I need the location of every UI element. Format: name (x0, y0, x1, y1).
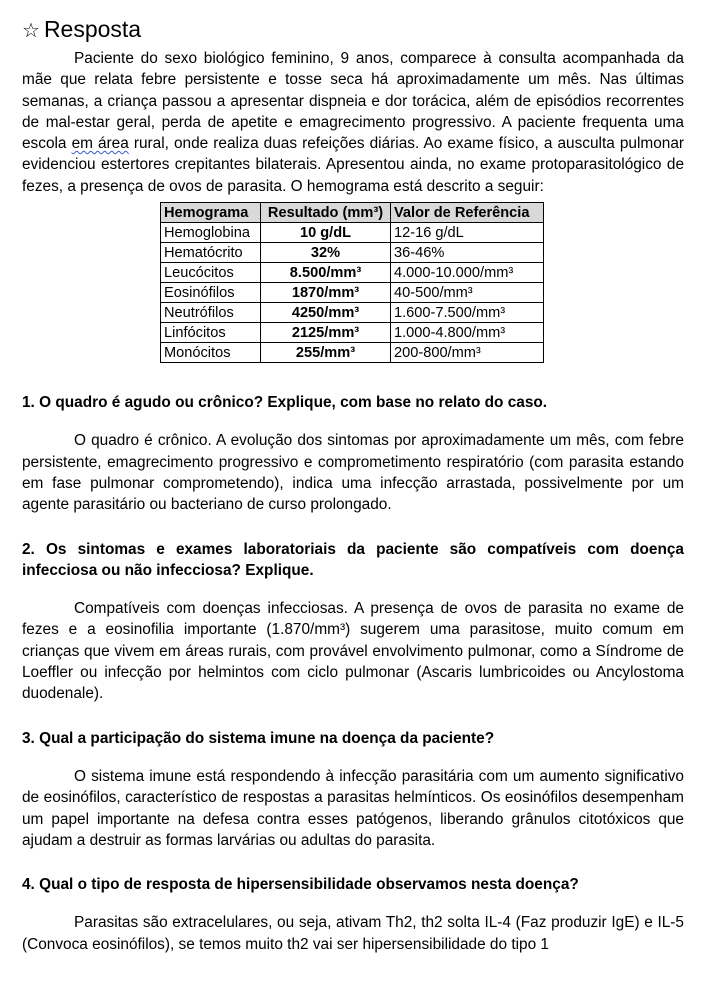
cell-reference: 36-46% (391, 243, 544, 263)
table-header-row (161, 203, 544, 223)
cell-result: 32% (261, 243, 391, 263)
cell-exam: Linfócitos (161, 323, 261, 343)
case-text-part-1: Paciente do sexo biológico feminino, 9 anos, comparece à consulta acompanhada da mãe que relata febre persistente e tosse seca há aproximadamente um mês. Nas últimas semanas, a criança passou a apresentar dispneia e dor torácica, além de episódios recorrentes de mal-estar geral, perda de apetite e emagrecimento progressivo. A paciente frequenta uma escola (22, 50, 684, 153)
table-row-linfocitos (161, 323, 544, 343)
answer-4: Parasitas são extracelulares, ou seja, ativam Th2, th2 solta IL-4 (Faz produzir IgE) e IL-5 (Convoca eosinófilos), se temos muito th2 vai ser hipersensibilidade do tipo 1 (22, 914, 684, 953)
title-text: Resposta (43, 16, 142, 42)
cell-exam: Monócitos (161, 343, 261, 363)
cell-exam: Leucócitos (161, 263, 261, 283)
cell-result: 8.500/mm³ (261, 263, 391, 283)
answer-1: O quadro é crônico. A evolução dos sintomas por aproximadamente um mês, com febre persistente, emagrecimento progressivo e comprometimento respiratório (com parasita estando em fase pulmonar comprometendo), indica uma infecção arrastada, possivelmente por um agente parasitário ou bacteriano de curso prolongado. (22, 432, 684, 514)
case-text-part-2: rural, onde realiza duas refeições diárias. Ao exame físico, a ausculta pulmonar evidenciou estertores crepitantes bilaterais. Apresentou ainda, no exame protoparasitológico de fezes, a presença de ovos de parasita. O hemograma está descrito a seguir: (22, 135, 685, 195)
cell-reference: 1.600-7.500/mm³ (391, 303, 544, 323)
cell-exam: Hemoglobina (161, 223, 261, 243)
table-row-hemoglobina (161, 223, 544, 243)
document-page (22, 14, 684, 955)
hemogram-table (160, 202, 544, 363)
cell-reference: 12-16 g/dL (391, 223, 544, 243)
answer-2: Compatíveis com doenças infecciosas. A presença de ovos de parasita no exame de fezes e a eosinofilia importante (1.870/mm³) sugerem uma parasitose, muito comum em crianças que vivem em áreas rurais, com provável envolvimento pulmonar, como a Síndrome de Loeffler ou infecção por helmintos com ciclo pulmonar (Ascaris lumbricoides ou Ancylostoma duodenale). (22, 600, 684, 703)
cell-result: 1870/mm³ (261, 283, 391, 303)
answer-3: O sistema imune está respondendo à infecção parasitária com um aumento significativo de eosinófilos, característico de respostas a parasitas helmínticos. Os eosinófilos desempenham um papel importante na defesa contra esses patógenos, liberando grânulos citotóxicos que ajudam a destruir as formas larvárias ou adultas do parasita. (22, 767, 684, 849)
header-valor-referencia: Valor de Referência (391, 203, 544, 223)
header-resultado: Resultado (mm³) (261, 203, 391, 223)
table-row-leucocitos (161, 263, 544, 283)
cell-result: 4250/mm³ (261, 303, 391, 323)
cell-reference: 1.000-4.800/mm³ (391, 323, 544, 343)
cell-exam: Eosinófilos (161, 283, 261, 303)
cell-reference: 40-500/mm³ (391, 283, 544, 303)
cell-reference: 200-800/mm³ (391, 343, 544, 363)
question-2: 2. Os sintomas e exames laboratoriais da paciente são compatíveis com doença infecciosa ou não infecciosa? Explique. (22, 540, 684, 579)
table-row-hematocrito (161, 243, 544, 263)
table-row-eosinofilos (161, 283, 544, 303)
header-hemograma: Hemograma (161, 203, 261, 223)
table-row-neutrofilos (161, 303, 544, 323)
cell-result: 2125/mm³ (261, 323, 391, 343)
case-description (22, 48, 684, 197)
cell-exam: Hematócrito (161, 243, 261, 263)
spellcheck-flagged-text: em área (71, 135, 129, 153)
question-3: 3. Qual a participação do sistema imune na doença da paciente? (22, 729, 495, 747)
cell-exam: Neutrófilos (161, 303, 261, 323)
cell-result: 255/mm³ (261, 343, 391, 363)
cell-reference: 4.000-10.000/mm³ (391, 263, 544, 283)
star-icon: ☆ (22, 20, 40, 42)
page-title (22, 14, 684, 46)
cell-result: 10 g/dL (261, 223, 391, 243)
question-4: 4. Qual o tipo de resposta de hipersensibilidade observamos nesta doença? (22, 876, 579, 894)
table-row-monocitos (161, 343, 544, 363)
question-1: 1. O quadro é agudo ou crônico? Explique, com base no relato do caso. (22, 394, 548, 412)
